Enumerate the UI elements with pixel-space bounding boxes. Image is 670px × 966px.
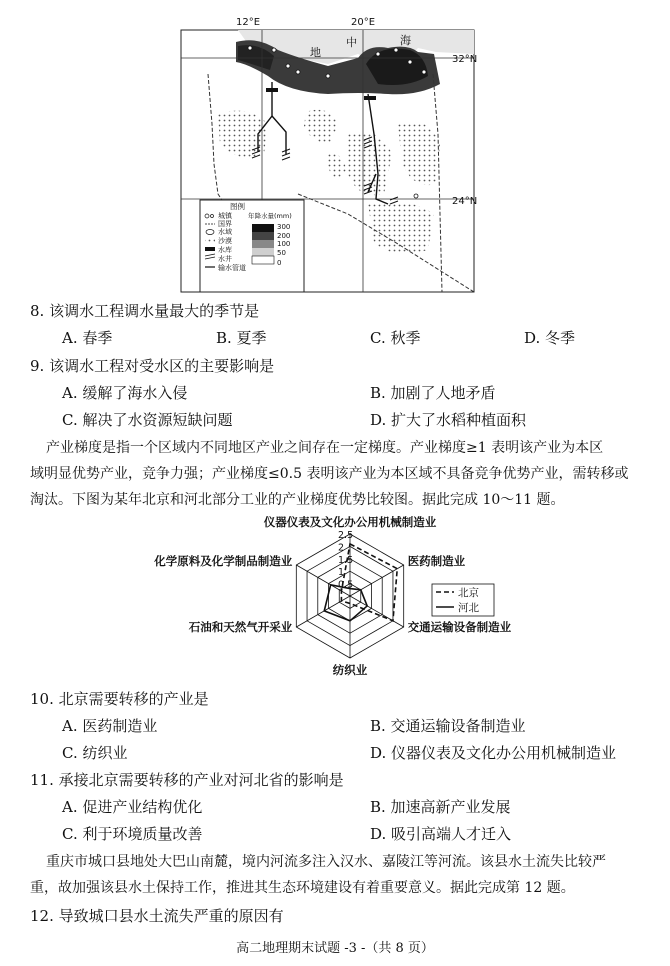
radar-axis-label: 医药制造业 — [407, 554, 466, 568]
radar-axis-label: 化学原料及化学制品制造业 — [154, 554, 293, 568]
legend-scale-title: 年降水量(mm) — [248, 212, 292, 220]
radar-tick-label: 1 — [338, 567, 345, 579]
q9-option-a[interactable]: A. 缓解了海水入侵 — [62, 384, 188, 402]
q9-stem: 9. 该调水工程对受水区的主要影响是 — [30, 357, 275, 375]
legend-title: 图例 — [230, 202, 245, 211]
radar-tick-label: 1.5 — [338, 554, 354, 566]
radar-axis-label: 交通运输设备制造业 — [407, 620, 512, 634]
radar-tick-label: 2.5 — [338, 530, 354, 541]
intro-10-11-line-1: 产业梯度是指一个区域内不同地区产业之间存在一定梯度。产业梯度≥1 表明该产业为本区 — [46, 440, 604, 456]
q10-option-c[interactable]: C. 纺织业 — [62, 744, 128, 762]
q8-option-d[interactable]: D. 冬季 — [524, 329, 576, 347]
page-footer: 高二地理期末试题 -3 -（共 8 页） — [236, 941, 434, 956]
radar-axis-label: 纺织业 — [332, 663, 368, 677]
q11-option-a[interactable]: A. 促进产业结构优化 — [62, 798, 203, 816]
lat-label-32n: 32°N — [452, 54, 478, 65]
legend-item-desert: 沙漠 — [218, 237, 232, 245]
legend-scale-100: 100 — [277, 240, 291, 248]
radar-legend — [432, 584, 494, 616]
sea-char-3: 海 — [400, 34, 411, 47]
sea-char-2: 中 — [346, 36, 357, 49]
q12-stem: 12. 导致城口县水土流失严重的原因有 — [30, 907, 284, 925]
q10-stem: 10. 北京需要转移的产业是 — [30, 690, 209, 708]
q10-option-d[interactable]: D. 仪器仪表及文化办公用机械制造业 — [370, 744, 617, 762]
q9-option-b[interactable]: B. 加剧了人地矛盾 — [370, 384, 496, 402]
legend-hebei: 河北 — [458, 602, 479, 614]
legend-scale-0: 0 — [277, 259, 282, 267]
legend-item-pipeline: 输水管道 — [218, 264, 246, 272]
legend-beijing: 北京 — [458, 587, 479, 599]
radar-tick-label: 2 — [338, 542, 345, 554]
q11-stem: 11. 承接北京需要转移的产业对河北省的影响是 — [30, 771, 344, 789]
q8-option-c[interactable]: C. 秋季 — [370, 329, 421, 347]
intro-12-line-1: 重庆市城口县地处大巴山南麓，境内河流多注入汉水、嘉陵江等河流。该县水土流失比较严 — [46, 854, 606, 870]
radar-axis-label: 石油和天然气开采业 — [188, 620, 293, 634]
legend-scale-300: 300 — [277, 223, 291, 231]
legend-item-reservoir: 水库 — [218, 246, 232, 254]
q8-option-a[interactable]: A. 春季 — [62, 329, 113, 347]
q11-option-c[interactable]: C. 利于环境质量改善 — [62, 825, 203, 843]
lon-label-20e: 20°E — [351, 17, 376, 28]
industry-gradient-radar-chart — [150, 516, 530, 680]
radar-tick-label: 0.5 — [338, 579, 354, 591]
legend-item-water: 水域 — [218, 228, 232, 236]
q10-option-b[interactable]: B. 交通运输设备制造业 — [370, 717, 526, 735]
radar-spoke — [350, 596, 404, 627]
map-legend — [200, 200, 304, 292]
q8-option-b[interactable]: B. 夏季 — [216, 329, 267, 347]
legend-scale-50: 50 — [277, 249, 286, 257]
legend-scale-200: 200 — [277, 232, 291, 240]
lat-label-24n: 24°N — [452, 196, 478, 207]
q9-option-c[interactable]: C. 解决了水资源短缺问题 — [62, 411, 233, 429]
intro-12-line-2: 重，故加强该县水土保持工作，推进其生态环境建设有着重要意义。据此完成第 12 题。 — [30, 880, 575, 896]
q10-option-a[interactable]: A. 医药制造业 — [62, 717, 158, 735]
q9-option-d[interactable]: D. 扩大了水稻种植面积 — [370, 411, 527, 429]
q8-stem: 8. 该调水工程调水量最大的季节是 — [30, 302, 260, 320]
intro-10-11-line-3: 淘汰。下图为某年北京和河北部分工业的产业梯度优势比较图。据此完成 10～11 题。 — [30, 492, 565, 508]
legend-item-well: 水井 — [218, 255, 232, 263]
sea-char-1: 地 — [310, 46, 321, 59]
q11-option-b[interactable]: B. 加速高新产业发展 — [370, 798, 511, 816]
intro-10-11-line-2: 域明显优势产业，竞争力强；产业梯度≤0.5 表明该产业为本区域不具备竞争优势产业，需转移或 — [30, 466, 629, 482]
legend-item-town: 城镇 — [218, 212, 232, 220]
radar-axis-label: 仪器仪表及文化办公用机械制造业 — [263, 516, 437, 529]
lon-label-12e: 12°E — [236, 17, 261, 28]
q11-option-d[interactable]: D. 吸引高端人才迁入 — [370, 825, 512, 843]
water-transfer-map — [178, 14, 482, 296]
legend-item-border: 国界 — [218, 220, 232, 228]
